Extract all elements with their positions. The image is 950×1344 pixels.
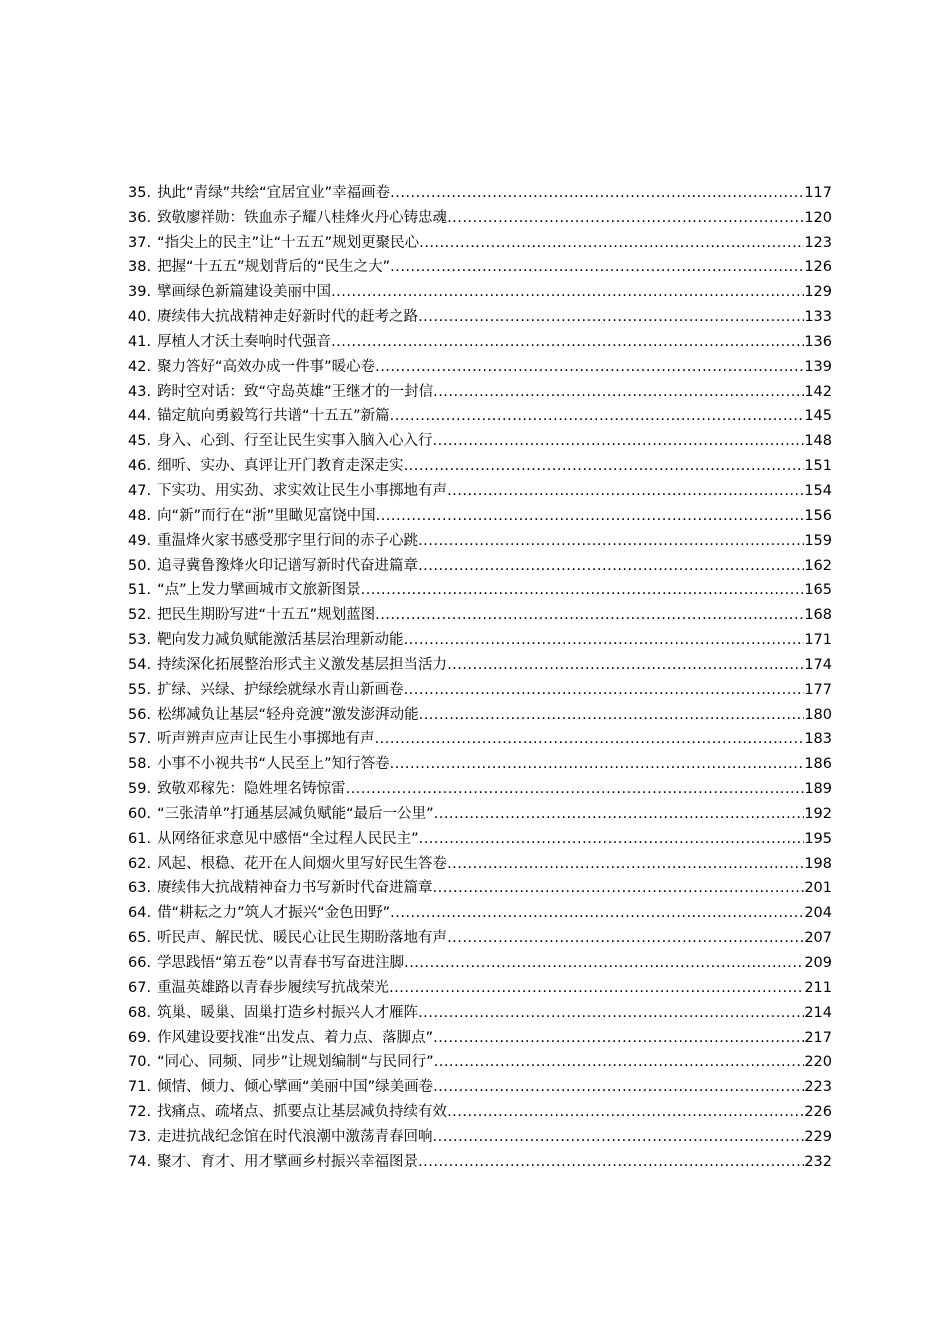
toc-entry-number: 48. (128, 507, 152, 524)
toc-entry-title: 把握“十五五”规划背后的“民生之大” (157, 259, 391, 276)
toc-entry[interactable] (128, 700, 832, 725)
toc-entry-title: “点”上发力擘画城市文旅新图景 (157, 582, 361, 599)
toc-entry-page-number: 165 (804, 582, 832, 599)
toc-dot-leader (331, 332, 804, 352)
toc-entry[interactable] (128, 327, 832, 352)
toc-entry[interactable] (128, 600, 832, 625)
toc-entry-number: 65. (128, 930, 152, 947)
toc-entry-page-number: 180 (804, 706, 832, 723)
toc-entry-title: 小事不小视共书“人民至上”知行答卷 (157, 756, 390, 773)
toc-dot-leader (419, 233, 804, 253)
toc-entry[interactable] (128, 476, 832, 501)
toc-entry-title: “三张清单”打通基层减负赋能“最后一公里” (157, 805, 434, 822)
toc-entry-page-number: 189 (804, 781, 832, 798)
toc-entry-number: 50. (128, 557, 152, 574)
toc-entry[interactable] (128, 675, 832, 700)
toc-dot-leader (447, 208, 804, 228)
toc-entry[interactable] (128, 178, 832, 203)
toc-entry-number: 69. (128, 1029, 152, 1046)
toc-entry-number: 46. (128, 458, 152, 475)
toc-entry-title: 聚才、育才、用才擘画乡村振兴幸福图景 (157, 1153, 419, 1170)
toc-entry-title: 倾情、倾力、倾心擘画“美丽中国”绿美画卷 (157, 1079, 434, 1096)
toc-dot-leader (376, 506, 805, 526)
toc-dot-leader (404, 953, 804, 973)
toc-entry-page-number: 159 (804, 532, 832, 549)
toc-entry-title: 靶向发力减负赋能激活基层治理新动能 (157, 632, 404, 649)
toc-entry-number: 68. (128, 1004, 152, 1021)
toc-entry[interactable] (128, 228, 832, 253)
toc-entry-number: 70. (128, 1054, 152, 1071)
toc-entry-title: 赓续伟大抗战精神奋力书写新时代奋进篇章 (157, 880, 433, 897)
toc-entry[interactable] (128, 551, 832, 576)
toc-entry[interactable] (128, 576, 832, 601)
toc-entry-title: 听民声、解民忧、暖民心让民生期盼落地有声 (157, 930, 448, 947)
toc-entry-number: 39. (128, 284, 152, 301)
toc-entry[interactable] (128, 998, 832, 1023)
toc-entry-title: 向“新”而行在“浙”里瞰见富饶中国 (157, 507, 376, 524)
toc-dot-leader (418, 1003, 804, 1023)
toc-dot-leader (404, 680, 805, 700)
toc-entry-number: 72. (128, 1104, 152, 1121)
toc-entry-number: 49. (128, 532, 152, 549)
toc-entry[interactable] (128, 253, 832, 278)
toc-entry-number: 54. (128, 656, 152, 673)
toc-entry-page-number: 211 (804, 979, 832, 996)
toc-dot-leader (404, 630, 805, 650)
toc-entry-number: 73. (128, 1128, 152, 1145)
toc-entry-number: 51. (128, 582, 152, 599)
toc-entry[interactable] (128, 277, 832, 302)
toc-entry[interactable] (128, 402, 832, 427)
toc-entry[interactable] (128, 526, 832, 551)
toc-dot-leader (433, 1077, 804, 1097)
toc-entry-title: 重温烽火家书感受那字里行间的赤子心跳 (157, 532, 419, 549)
toc-dot-leader (433, 1127, 805, 1147)
toc-dot-leader (390, 183, 804, 203)
toc-entry-number: 40. (128, 309, 152, 326)
toc-entry-title: 找痛点、疏堵点、抓要点让基层减负持续有效 (157, 1104, 448, 1121)
toc-entry[interactable] (128, 1147, 832, 1172)
toc-dot-leader (404, 456, 805, 476)
toc-entry-number: 38. (128, 259, 152, 276)
toc-dot-leader (390, 754, 805, 774)
toc-entry-title: 身入、心到、行至让民生实事入脑入心入行 (157, 433, 433, 450)
toc-dot-leader (389, 978, 804, 998)
toc-entry[interactable] (128, 625, 832, 650)
toc-entry[interactable] (128, 1048, 832, 1073)
toc-entry-number: 37. (128, 234, 152, 251)
toc-entry-page-number: 120 (804, 209, 832, 226)
toc-dot-leader (418, 1152, 804, 1172)
toc-entry[interactable] (128, 1122, 832, 1147)
toc-entry-number: 67. (128, 979, 152, 996)
toc-entry-page-number: 195 (804, 830, 832, 847)
toc-entry[interactable] (128, 451, 832, 476)
toc-entry-page-number: 171 (804, 632, 832, 649)
toc-entry-page-number: 220 (804, 1054, 832, 1071)
toc-entry-number: 41. (128, 333, 152, 350)
toc-entry-title: 松绑减负让基层“轻舟竞渡”激发澎湃动能 (157, 706, 419, 723)
toc-entry[interactable] (128, 774, 832, 799)
toc-entry[interactable] (128, 1072, 832, 1097)
toc-dot-leader (419, 829, 805, 849)
toc-entry-page-number: 148 (804, 433, 832, 450)
toc-entry[interactable] (128, 824, 832, 849)
toc-dot-leader (433, 382, 804, 402)
toc-entry[interactable] (128, 1097, 832, 1122)
toc-entry-page-number: 156 (804, 507, 832, 524)
toc-dot-leader (346, 779, 805, 799)
toc-entry-page-number: 209 (804, 955, 832, 971)
toc-entry-page-number: 177 (804, 681, 832, 698)
toc-entry[interactable] (128, 203, 832, 228)
toc-entry-number: 57. (128, 731, 152, 748)
toc-entry-title: 厚植人才沃土奏响时代强音 (157, 333, 332, 350)
toc-entry-number: 74. (128, 1153, 152, 1170)
toc-entry-title: 致敬廖祥勋：铁血赤子耀八桂烽火丹心铸忠魂 (157, 209, 448, 226)
toc-entry-page-number: 204 (804, 905, 832, 922)
toc-entry-number: 64. (128, 905, 152, 922)
toc-entry-page-number: 192 (804, 805, 832, 822)
toc-entry-page-number: 174 (804, 656, 832, 673)
toc-entry-number: 59. (128, 781, 152, 798)
toc-entry-title: 追寻冀鲁豫烽火印记谱写新时代奋进篇章 (157, 557, 419, 574)
toc-entry-number: 63. (128, 880, 152, 897)
toc-dot-leader (418, 307, 804, 327)
toc-entry-number: 47. (128, 482, 152, 499)
toc-entry-title: 下实功、用实劲、求实效让民生小事掷地有声 (157, 482, 448, 499)
toc-entry-page-number: 139 (804, 358, 832, 375)
toc-dot-leader (433, 878, 805, 898)
toc-entry-page-number: 207 (804, 930, 832, 947)
table-of-contents (128, 178, 832, 1172)
toc-entry[interactable] (128, 501, 832, 526)
toc-entry-page-number: 151 (804, 458, 832, 475)
toc-dot-leader (419, 705, 805, 725)
toc-entry-title: 细听、实办、真评让开门教育走深走实 (157, 458, 404, 475)
toc-entry-number: 62. (128, 855, 152, 872)
toc-entry-number: 52. (128, 607, 152, 624)
toc-entry-page-number: 126 (804, 259, 832, 276)
toc-entry[interactable] (128, 799, 832, 824)
toc-entry-title: 把民生期盼写进“十五五”规划蓝图 (157, 607, 376, 624)
toc-entry-page-number: 214 (804, 1004, 832, 1021)
toc-entry-page-number: 168 (804, 607, 832, 624)
toc-entry-page-number: 123 (804, 234, 832, 251)
toc-dot-leader (390, 903, 804, 923)
toc-entry-number: 71. (128, 1079, 152, 1096)
toc-entry-page-number: 183 (804, 731, 832, 748)
toc-dot-leader (390, 257, 804, 277)
toc-dot-leader (433, 1028, 804, 1048)
toc-dot-leader (375, 357, 804, 377)
toc-entry[interactable] (128, 725, 832, 750)
toc-entry-number: 56. (128, 706, 152, 723)
toc-entry-number: 58. (128, 756, 152, 773)
toc-entry-page-number: 142 (804, 383, 832, 400)
toc-entry-number: 53. (128, 632, 152, 649)
toc-entry-page-number: 133 (804, 309, 832, 326)
toc-entry-number: 42. (128, 358, 152, 375)
toc-entry-page-number: 217 (804, 1029, 832, 1046)
toc-entry[interactable] (128, 749, 832, 774)
toc-dot-leader (390, 406, 805, 426)
toc-entry-title: 听声辨声应声让民生小事掷地有声 (157, 731, 375, 748)
toc-entry-title: 学思践悟“第五卷”以青春书写奋进注脚 (157, 955, 405, 971)
toc-entry-title: “同心、同频、同步”让规划编制“与民同行” (157, 1054, 434, 1071)
toc-entry-number: 45. (128, 433, 152, 450)
toc-entry[interactable] (128, 1023, 832, 1048)
toc-entry-title: 执此“青绿”共绘“宜居宜业”幸福画卷 (157, 184, 391, 201)
toc-entry-title: 赓续伟大抗战精神走好新时代的赶考之路 (157, 309, 419, 326)
toc-entry-number: 55. (128, 681, 152, 698)
toc-entry[interactable] (128, 377, 832, 402)
toc-entry[interactable] (128, 849, 832, 874)
toc-entry-title: 聚力答好“高效办成一件事”暖心卷 (157, 358, 376, 375)
toc-entry-number: 43. (128, 383, 152, 400)
toc-entry-page-number: 226 (804, 1104, 832, 1121)
toc-entry[interactable] (128, 923, 832, 948)
toc-entry[interactable] (128, 426, 832, 451)
toc-entry-page-number: 145 (804, 408, 832, 425)
toc-dot-leader (331, 282, 804, 302)
toc-dot-leader (361, 580, 805, 600)
toc-entry-title: 扩绿、兴绿、护绿绘就绿水青山新画卷 (157, 681, 404, 698)
toc-entry-title: 锚定航向勇毅笃行共谱“十五五”新篇 (157, 408, 390, 425)
toc-entry-number: 60. (128, 805, 152, 822)
toc-dot-leader (447, 928, 804, 948)
toc-entry-title: “指尖上的民主”让“十五五”规划更聚民心 (157, 234, 420, 251)
toc-entry-title: 跨时空对话：致“守岛英雄”王继才的一封信 (157, 383, 434, 400)
toc-entry[interactable] (128, 898, 832, 923)
toc-entry-number: 61. (128, 830, 152, 847)
toc-entry-number: 44. (128, 408, 152, 425)
toc-entry-page-number: 186 (804, 756, 832, 773)
toc-entry-page-number: 129 (804, 284, 832, 301)
toc-dot-leader (447, 481, 804, 501)
toc-entry-page-number: 198 (804, 855, 832, 872)
toc-entry[interactable] (128, 874, 832, 899)
toc-entry-title: 作风建设要找准“出发点、着力点、落脚点” (157, 1029, 434, 1046)
toc-entry-title: 致敬邓稼先：隐姓埋名铸惊雷 (157, 781, 346, 798)
toc-entry-page-number: 201 (804, 880, 832, 897)
toc-dot-leader (433, 431, 805, 451)
toc-entry-page-number: 154 (804, 482, 832, 499)
toc-entry-page-number: 136 (804, 333, 832, 350)
toc-entry[interactable] (128, 973, 832, 998)
toc-entry-page-number: 232 (804, 1153, 832, 1170)
toc-entry-title: 擘画绿色新篇建设美丽中国 (157, 284, 332, 301)
toc-entry-page-number: 117 (804, 184, 832, 201)
toc-entry[interactable] (128, 650, 832, 675)
toc-dot-leader (418, 556, 804, 576)
toc-dot-leader (447, 854, 804, 874)
toc-entry-title: 重温英雄路以青春步履续写抗战荣光 (157, 979, 390, 996)
toc-entry-number: 36. (128, 209, 152, 226)
toc-dot-leader (447, 655, 804, 675)
toc-entry[interactable] (128, 948, 832, 973)
toc-entry-title: 持续深化拓展整治形式主义激发基层担当活力 (157, 656, 448, 673)
toc-entry-title: 筑巢、暖巢、固巢打造乡村振兴人才雁阵 (157, 1004, 419, 1021)
toc-entry[interactable] (128, 352, 832, 377)
toc-entry-title: 从网络征求意见中感悟“全过程人民民主” (157, 830, 419, 847)
toc-entry-page-number: 223 (804, 1079, 832, 1096)
toc-dot-leader (375, 605, 804, 625)
toc-dot-leader (434, 1052, 805, 1072)
toc-dot-leader (418, 531, 804, 551)
toc-entry[interactable] (128, 302, 832, 327)
toc-entry-title: 借“耕耘之力”筑人才振兴“金色田野” (157, 905, 391, 922)
toc-dot-leader (375, 729, 805, 749)
toc-entry-title: 风起、根稳、花开在人间烟火里写好民生答卷 (157, 855, 448, 872)
toc-entry-number: 35. (128, 184, 152, 201)
toc-entry-title: 走进抗战纪念馆在时代浪潮中激荡青春回响 (157, 1128, 433, 1145)
toc-dot-leader (447, 1102, 804, 1122)
toc-entry-page-number: 162 (804, 557, 832, 574)
toc-dot-leader (434, 804, 805, 824)
toc-entry-page-number: 229 (804, 1128, 832, 1145)
toc-entry-number: 66. (128, 955, 152, 971)
